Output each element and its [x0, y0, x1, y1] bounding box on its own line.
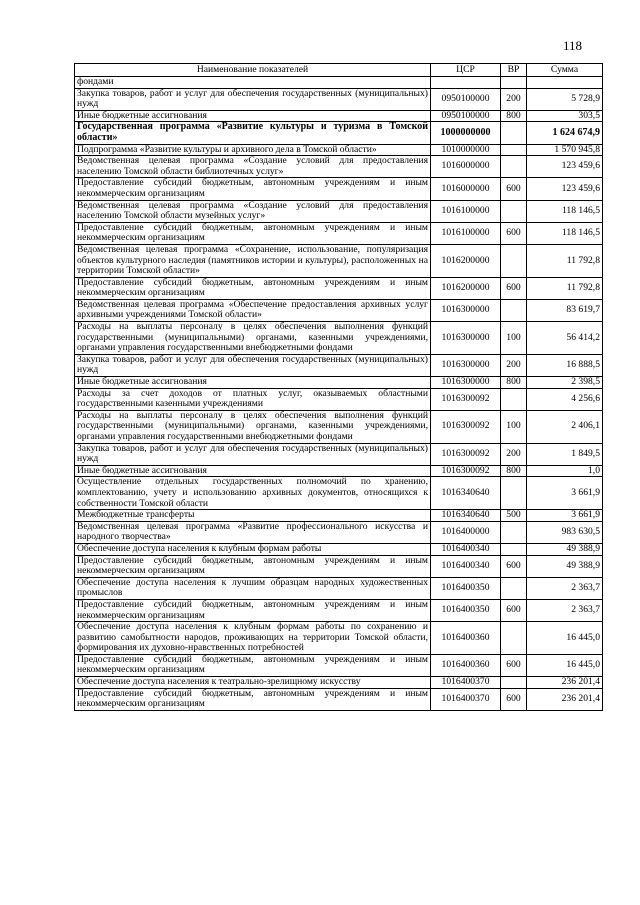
- cell-vr: 800: [501, 110, 527, 122]
- cell-name: Обеспечение доступа населения к клубным формам работы: [75, 543, 431, 555]
- cell-vr: [501, 543, 527, 555]
- cell-sum: 16 445,0: [527, 654, 603, 676]
- cell-csr: 1010000000: [431, 144, 501, 156]
- table-row: [75, 354, 603, 376]
- table-body: [75, 77, 603, 711]
- cell-vr: [501, 122, 527, 144]
- cell-name: Осуществление отдельных государственных полномочий по хранению, комплектованию, учету и использованию архивных документов, относящихся к собственности Томской области: [75, 477, 431, 510]
- cell-sum: 303,5: [527, 110, 603, 122]
- cell-csr: 1016400370: [431, 688, 501, 710]
- cell-vr: [501, 677, 527, 689]
- cell-vr: [501, 77, 527, 89]
- table-row: [75, 410, 603, 443]
- table-row: [75, 599, 603, 621]
- cell-name: Закупка товаров, работ и услуг для обеспечения государственных (муниципальных) нужд: [75, 88, 431, 110]
- header-sum: Сумма: [527, 64, 603, 77]
- cell-name: Ведомственная целевая программа «Создание условий для предоставления населению Томской области музейных услуг»: [75, 200, 431, 222]
- cell-csr: 1016300000: [431, 354, 501, 376]
- table-row: [75, 622, 603, 655]
- cell-vr: [501, 200, 527, 222]
- cell-sum: 123 459,6: [527, 156, 603, 178]
- cell-sum: 11 792,8: [527, 244, 603, 277]
- cell-sum: 16 445,0: [527, 622, 603, 655]
- cell-sum: [527, 77, 603, 89]
- cell-name: Иные бюджетные ассигнования: [75, 377, 431, 389]
- cell-sum: 3 661,9: [527, 510, 603, 522]
- cell-sum: 5 728,9: [527, 88, 603, 110]
- table-row: [75, 299, 603, 321]
- cell-sum: 1 624 674,9: [527, 122, 603, 144]
- table-row: [75, 122, 603, 144]
- cell-name: Ведомственная целевая программа «Обеспечение предоставления архивных услуг архивными учреждениями Томской области»: [75, 299, 431, 321]
- cell-csr: 0950100000: [431, 110, 501, 122]
- cell-csr: 1016200000: [431, 244, 501, 277]
- cell-sum: 83 619,7: [527, 299, 603, 321]
- cell-name: Предоставление субсидий бюджетным, автономным учреждениям и иным некоммерческим организациям: [75, 222, 431, 244]
- cell-csr: 1016000000: [431, 178, 501, 200]
- table-row: [75, 654, 603, 676]
- cell-vr: 800: [501, 377, 527, 389]
- cell-sum: 3 661,9: [527, 477, 603, 510]
- table-row: [75, 443, 603, 465]
- cell-vr: 100: [501, 322, 527, 355]
- cell-vr: [501, 388, 527, 410]
- cell-name: Предоставление субсидий бюджетным, автономным учреждениям и иным некоммерческим организациям: [75, 277, 431, 299]
- cell-sum: 1,0: [527, 465, 603, 477]
- cell-csr: 1016000000: [431, 156, 501, 178]
- table-row: [75, 244, 603, 277]
- cell-sum: 2 398,5: [527, 377, 603, 389]
- cell-sum: 236 201,4: [527, 677, 603, 689]
- cell-csr: 1016300092: [431, 443, 501, 465]
- cell-sum: 236 201,4: [527, 688, 603, 710]
- cell-name: Ведомственная целевая программа «Развитие профессионального искусства и народного творчества»: [75, 521, 431, 543]
- cell-sum: 56 414,2: [527, 322, 603, 355]
- cell-sum: 11 792,8: [527, 277, 603, 299]
- cell-vr: [501, 156, 527, 178]
- cell-vr: 500: [501, 510, 527, 522]
- cell-csr: 1016300000: [431, 377, 501, 389]
- table-row: [75, 477, 603, 510]
- cell-vr: 600: [501, 277, 527, 299]
- table-row: [75, 88, 603, 110]
- table-row: [75, 377, 603, 389]
- table-row: [75, 156, 603, 178]
- cell-sum: 1 570 945,8: [527, 144, 603, 156]
- table-row: [75, 178, 603, 200]
- cell-sum: 118 146,5: [527, 200, 603, 222]
- cell-csr: 0950100000: [431, 88, 501, 110]
- cell-name: Предоставление субсидий бюджетным, автономным учреждениям и иным некоммерческим организациям: [75, 178, 431, 200]
- cell-name: Расходы за счет доходов от платных услуг, оказываемых областными государственными казенными учреждениями: [75, 388, 431, 410]
- cell-sum: 49 388,9: [527, 555, 603, 577]
- cell-csr: [431, 77, 501, 89]
- cell-csr: 1000000000: [431, 122, 501, 144]
- cell-name: Предоставление субсидий бюджетным, автономным учреждениям и иным некоммерческим организациям: [75, 555, 431, 577]
- cell-vr: [501, 477, 527, 510]
- cell-name: Предоставление субсидий бюджетным, автономным учреждениям и иным некоммерческим организациям: [75, 654, 431, 676]
- cell-name: Обеспечение доступа населения к клубным формам работы по сохранению и развитию самобытности народов, проживающих на территории Томской области, формирования их духовно-нравственных потребностей: [75, 622, 431, 655]
- cell-csr: 1016400350: [431, 599, 501, 621]
- cell-sum: 983 630,5: [527, 521, 603, 543]
- cell-name: Расходы на выплаты персоналу в целях обеспечения выполнения функций государственными (муниципальными) органами, казенными учреждениями, органами управления государственными внебюджетными фондами: [75, 322, 431, 355]
- cell-vr: [501, 622, 527, 655]
- table-row: [75, 555, 603, 577]
- cell-sum: 49 388,9: [527, 543, 603, 555]
- cell-name: Закупка товаров, работ и услуг для обеспечения государственных (муниципальных) нужд: [75, 354, 431, 376]
- cell-sum: 2 363,7: [527, 599, 603, 621]
- cell-name: Расходы на выплаты персоналу в целях обеспечения выполнения функций государственными (муниципальными) органами, казенными учреждениями, органами управления государственными внебюджетными фондами: [75, 410, 431, 443]
- cell-vr: 600: [501, 178, 527, 200]
- header-name: Наименование показателей: [75, 64, 431, 77]
- cell-csr: 1016400000: [431, 521, 501, 543]
- cell-vr: [501, 144, 527, 156]
- cell-csr: 1016400350: [431, 577, 501, 599]
- cell-csr: 1016200000: [431, 277, 501, 299]
- cell-sum: 1 849,5: [527, 443, 603, 465]
- page-number: 118: [563, 38, 583, 53]
- cell-vr: 600: [501, 688, 527, 710]
- cell-sum: 2 363,7: [527, 577, 603, 599]
- cell-vr: 600: [501, 222, 527, 244]
- cell-sum: 2 406,1: [527, 410, 603, 443]
- cell-name: Иные бюджетные ассигнования: [75, 465, 431, 477]
- cell-name: Предоставление субсидий бюджетным, автономным учреждениям и иным некоммерческим организациям: [75, 688, 431, 710]
- cell-name: Государственная программа «Развитие культуры и туризма в Томской области»: [75, 122, 431, 144]
- cell-vr: 100: [501, 410, 527, 443]
- cell-csr: 1016100000: [431, 200, 501, 222]
- cell-sum: 4 256,6: [527, 388, 603, 410]
- table-row: [75, 222, 603, 244]
- cell-name: Ведомственная целевая программа «Сохранение, использование, популяризация объектов культурного наследия (памятников истории и культуры), расположенных на территории Томской области»: [75, 244, 431, 277]
- table-row: [75, 388, 603, 410]
- cell-csr: 1016300092: [431, 410, 501, 443]
- table-row: [75, 677, 603, 689]
- cell-vr: [501, 299, 527, 321]
- cell-csr: 1016300000: [431, 299, 501, 321]
- cell-sum: 118 146,5: [527, 222, 603, 244]
- table-row: [75, 200, 603, 222]
- table-row: [75, 77, 603, 89]
- table-row: [75, 465, 603, 477]
- cell-csr: 1016300000: [431, 322, 501, 355]
- cell-csr: 1016400340: [431, 555, 501, 577]
- cell-name: Межбюджетные трансферты: [75, 510, 431, 522]
- cell-vr: 200: [501, 443, 527, 465]
- table-header-row: [75, 64, 603, 77]
- cell-vr: 200: [501, 354, 527, 376]
- cell-vr: 600: [501, 654, 527, 676]
- cell-vr: 600: [501, 599, 527, 621]
- cell-sum: 16 888,5: [527, 354, 603, 376]
- table-row: [75, 144, 603, 156]
- cell-csr: 1016300092: [431, 465, 501, 477]
- cell-vr: 600: [501, 555, 527, 577]
- table-row: [75, 322, 603, 355]
- cell-vr: 200: [501, 88, 527, 110]
- table-row: [75, 521, 603, 543]
- table-row: [75, 688, 603, 710]
- cell-csr: 1016340640: [431, 477, 501, 510]
- cell-csr: 1016300092: [431, 388, 501, 410]
- budget-table: [74, 63, 603, 711]
- cell-name: Подпрограмма «Развитие культуры и архивного дела в Томской области»: [75, 144, 431, 156]
- table-row: [75, 510, 603, 522]
- cell-vr: 800: [501, 465, 527, 477]
- table-row: [75, 110, 603, 122]
- cell-name: Закупка товаров, работ и услуг для обеспечения государственных (муниципальных) нужд: [75, 443, 431, 465]
- cell-csr: 1016400370: [431, 677, 501, 689]
- cell-sum: 123 459,6: [527, 178, 603, 200]
- cell-name: Предоставление субсидий бюджетным, автономным учреждениям и иным некоммерческим организациям: [75, 599, 431, 621]
- header-csr: ЦСР: [431, 64, 501, 77]
- cell-csr: 1016340640: [431, 510, 501, 522]
- header-vr: ВР: [501, 64, 527, 77]
- cell-name: фондами: [75, 77, 431, 89]
- cell-name: Ведомственная целевая программа «Создание условий для предоставления населению Томской области библиотечных услуг»: [75, 156, 431, 178]
- cell-name: Обеспечение доступа населения к театрально-зрелищному искусству: [75, 677, 431, 689]
- cell-csr: 1016400360: [431, 622, 501, 655]
- cell-csr: 1016400340: [431, 543, 501, 555]
- cell-csr: 1016400360: [431, 654, 501, 676]
- table-row: [75, 577, 603, 599]
- cell-vr: [501, 521, 527, 543]
- table-row: [75, 277, 603, 299]
- cell-vr: [501, 244, 527, 277]
- cell-name: Обеспечение доступа населения к лучшим образцам народных художественных промыслов: [75, 577, 431, 599]
- cell-csr: 1016100000: [431, 222, 501, 244]
- cell-name: Иные бюджетные ассигнования: [75, 110, 431, 122]
- table-row: [75, 543, 603, 555]
- cell-vr: [501, 577, 527, 599]
